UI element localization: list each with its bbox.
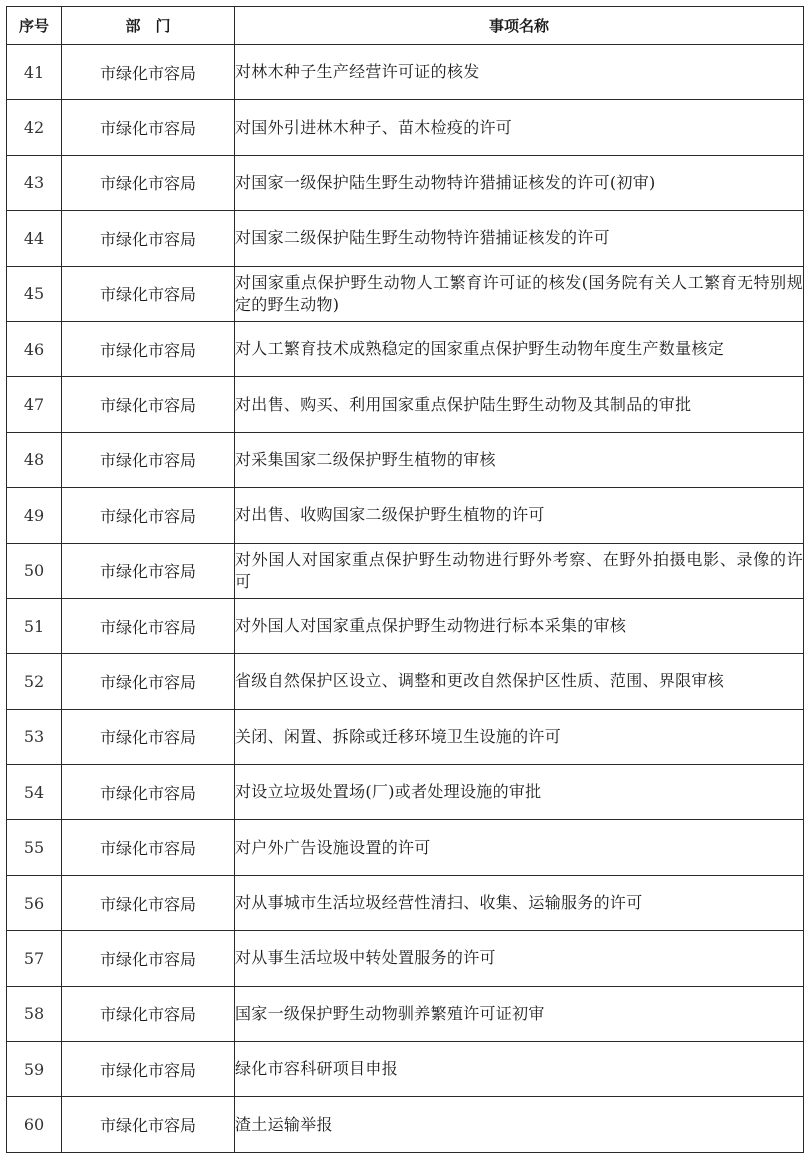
table-row (7, 654, 804, 709)
table-row (7, 986, 804, 1041)
table-row (7, 377, 804, 432)
row-department: 市绿化市容局 (62, 100, 235, 155)
row-serial-number: 54 (7, 765, 62, 820)
header-department: 部 门 (62, 7, 235, 45)
table-row (7, 875, 804, 930)
row-serial-number: 45 (7, 266, 62, 321)
row-department: 市绿化市容局 (62, 820, 235, 875)
row-serial-number: 49 (7, 488, 62, 543)
row-item-name: 对外国人对国家重点保护野生动物进行野外考察、在野外拍摄电影、录像的许可 (235, 543, 804, 598)
row-department: 市绿化市容局 (62, 432, 235, 487)
row-item-name: 关闭、闲置、拆除或迁移环境卫生设施的许可 (235, 709, 804, 764)
row-department: 市绿化市容局 (62, 1042, 235, 1097)
row-serial-number: 56 (7, 875, 62, 930)
table-row (7, 432, 804, 487)
table-row (7, 488, 804, 543)
row-serial-number: 60 (7, 1097, 62, 1152)
row-department: 市绿化市容局 (62, 765, 235, 820)
table-row (7, 820, 804, 875)
row-item-name: 对出售、购买、利用国家重点保护陆生野生动物及其制品的审批 (235, 377, 804, 432)
row-serial-number: 50 (7, 543, 62, 598)
row-item-name: 对户外广告设施设置的许可 (235, 820, 804, 875)
row-serial-number: 41 (7, 45, 62, 100)
row-department: 市绿化市容局 (62, 931, 235, 986)
row-serial-number: 48 (7, 432, 62, 487)
table-row (7, 543, 804, 598)
row-serial-number: 59 (7, 1042, 62, 1097)
row-item-name: 对国家一级保护陆生野生动物特许猎捕证核发的许可(初审) (235, 155, 804, 210)
header-serial-number: 序号 (7, 7, 62, 45)
table-row (7, 598, 804, 653)
row-department: 市绿化市容局 (62, 45, 235, 100)
row-serial-number: 47 (7, 377, 62, 432)
row-serial-number: 57 (7, 931, 62, 986)
row-item-name: 对设立垃圾处置场(厂)或者处理设施的审批 (235, 765, 804, 820)
table-row (7, 266, 804, 321)
row-department: 市绿化市容局 (62, 266, 235, 321)
table-row (7, 211, 804, 266)
row-item-name: 对国家重点保护野生动物人工繁育许可证的核发(国务院有关人工繁育无特别规定的野生动物) (235, 266, 804, 321)
table-row (7, 155, 804, 210)
row-serial-number: 51 (7, 598, 62, 653)
row-department: 市绿化市容局 (62, 321, 235, 376)
row-department: 市绿化市容局 (62, 155, 235, 210)
row-serial-number: 53 (7, 709, 62, 764)
row-department: 市绿化市容局 (62, 986, 235, 1041)
row-department: 市绿化市容局 (62, 1097, 235, 1152)
row-department: 市绿化市容局 (62, 488, 235, 543)
table-row (7, 100, 804, 155)
row-department: 市绿化市容局 (62, 377, 235, 432)
row-item-name: 对外国人对国家重点保护野生动物进行标本采集的审核 (235, 598, 804, 653)
row-department: 市绿化市容局 (62, 598, 235, 653)
row-serial-number: 58 (7, 986, 62, 1041)
row-item-name: 渣土运输举报 (235, 1097, 804, 1152)
table-row (7, 321, 804, 376)
row-item-name: 对国家二级保护陆生野生动物特许猎捕证核发的许可 (235, 211, 804, 266)
table-header (7, 7, 804, 45)
header-item-name: 事项名称 (235, 7, 804, 45)
row-item-name: 对从事城市生活垃圾经营性清扫、收集、运输服务的许可 (235, 875, 804, 930)
row-item-name: 对采集国家二级保护野生植物的审核 (235, 432, 804, 487)
row-item-name: 对林木种子生产经营许可证的核发 (235, 45, 804, 100)
row-department: 市绿化市容局 (62, 654, 235, 709)
row-item-name: 国家一级保护野生动物驯养繁殖许可证初审 (235, 986, 804, 1041)
table-row (7, 709, 804, 764)
row-department: 市绿化市容局 (62, 709, 235, 764)
row-serial-number: 52 (7, 654, 62, 709)
table-body (7, 45, 804, 1153)
table-row (7, 1097, 804, 1152)
row-serial-number: 43 (7, 155, 62, 210)
row-department: 市绿化市容局 (62, 211, 235, 266)
row-department: 市绿化市容局 (62, 875, 235, 930)
row-item-name: 对国外引进林木种子、苗木检疫的许可 (235, 100, 804, 155)
row-serial-number: 46 (7, 321, 62, 376)
admin-items-table (6, 6, 804, 1153)
row-serial-number: 44 (7, 211, 62, 266)
header-row (7, 7, 804, 45)
row-serial-number: 42 (7, 100, 62, 155)
row-item-name: 对从事生活垃圾中转处置服务的许可 (235, 931, 804, 986)
table-row (7, 45, 804, 100)
row-department: 市绿化市容局 (62, 543, 235, 598)
row-item-name: 省级自然保护区设立、调整和更改自然保护区性质、范围、界限审核 (235, 654, 804, 709)
table-row (7, 1042, 804, 1097)
row-item-name: 对人工繁育技术成熟稳定的国家重点保护野生动物年度生产数量核定 (235, 321, 804, 376)
table-row (7, 765, 804, 820)
row-item-name: 绿化市容科研项目申报 (235, 1042, 804, 1097)
table-row (7, 931, 804, 986)
row-item-name: 对出售、收购国家二级保护野生植物的许可 (235, 488, 804, 543)
row-serial-number: 55 (7, 820, 62, 875)
